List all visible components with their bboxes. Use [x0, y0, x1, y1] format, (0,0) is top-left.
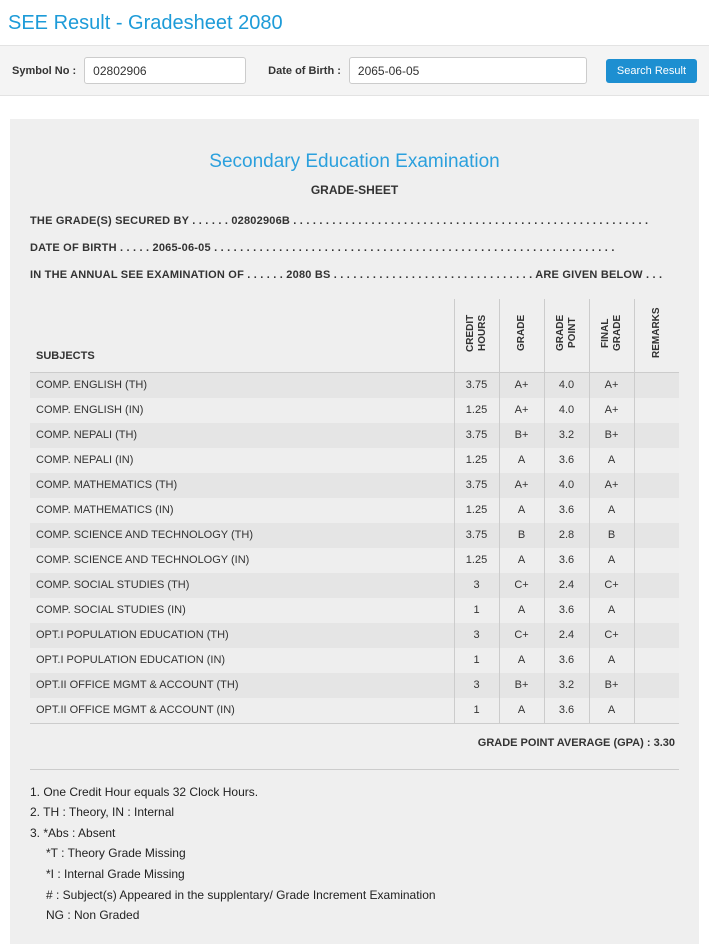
credit-hours-cell: 3.75: [454, 373, 499, 398]
grade-cell: A: [499, 448, 544, 473]
notes-list: [30, 782, 679, 926]
grade-point-cell: 3.2: [544, 423, 589, 448]
credit-hours-cell: 1.25: [454, 448, 499, 473]
grade-point-cell: 2.8: [544, 523, 589, 548]
subject-cell: COMP. SOCIAL STUDIES (IN): [36, 604, 186, 616]
subject-cell: OPT.I POPULATION EDUCATION (TH): [36, 629, 229, 641]
remarks-cell: [634, 498, 679, 523]
final-grade-cell: A+: [589, 473, 634, 498]
grade-cell: A+: [499, 473, 544, 498]
grade-cell: C+: [499, 573, 544, 598]
final-grade-cell: A: [589, 448, 634, 473]
grade-cell: B+: [499, 423, 544, 448]
grade-cell: A: [499, 548, 544, 573]
final-grade-cell: C+: [589, 623, 634, 648]
subject-cell: COMP. MATHEMATICS (TH): [36, 479, 178, 491]
grade-point-header: GRADE POINT: [544, 299, 589, 373]
grade-point-cell: 4.0: [544, 398, 589, 423]
credit-hours-cell: 1: [454, 698, 499, 723]
examination-year-line: IN THE ANNUAL SEE EXAMINATION OF . . . . . . 2080 BS . . . . . . . . . . . . . . . . . . . . . . . . . . . . . . . ARE GIVEN BELOW . . .: [30, 269, 663, 281]
grade-cell: A: [499, 698, 544, 723]
note-line: # : Subject(s) Appeared in the supplentary/ Grade Increment Examination: [46, 887, 436, 902]
note-line: NG : Non Graded: [46, 908, 140, 923]
symbol-no-label: Symbol No :: [12, 64, 77, 77]
remarks-cell: [634, 398, 679, 423]
final-grade-cell: A: [589, 698, 634, 723]
credit-hours-cell: 1.25: [454, 548, 499, 573]
credit-hours-cell: 3.75: [454, 473, 499, 498]
gpa-label: GRADE POINT AVERAGE (GPA) :: [477, 736, 651, 749]
table-row: [30, 498, 679, 523]
gradesheet-subtitle: GRADE-SHEET: [310, 183, 399, 197]
gradesheet-table-body: [30, 373, 679, 723]
grade-point-cell: 2.4: [544, 573, 589, 598]
note-line: *I : Internal Grade Missing: [46, 867, 185, 881]
grade-point-cell: 3.6: [544, 648, 589, 673]
secured-by-line: THE GRADE(S) SECURED BY . . . . . . 02802906B . . . . . . . . . . . . . . . . . . . . . . . . . . . . . . . . . . . . . . . . . . . . . . . . . . . . . . .: [30, 215, 649, 227]
table-row: [30, 648, 679, 673]
remarks-cell: [634, 473, 679, 498]
table-row: [30, 673, 679, 698]
grade-cell: C+: [499, 623, 544, 648]
subject-cell: OPT.I POPULATION EDUCATION (IN): [36, 654, 226, 666]
table-row: [30, 598, 679, 623]
grade-point-cell: 4.0: [544, 373, 589, 398]
table-row: [30, 448, 679, 473]
date-of-birth-label: Date of Birth :: [268, 64, 341, 77]
subject-cell: COMP. SCIENCE AND TECHNOLOGY (IN): [36, 554, 250, 566]
notes-divider: [30, 769, 679, 770]
final-grade-cell: C+: [589, 573, 634, 598]
gpa-row: [30, 723, 679, 761]
remarks-cell: [634, 623, 679, 648]
final-grade-cell: A: [589, 498, 634, 523]
subject-cell: COMP. MATHEMATICS (IN): [36, 504, 174, 516]
subjects-header: SUBJECTS: [30, 299, 454, 373]
credit-hours-cell: 1: [454, 648, 499, 673]
table-row: [30, 698, 679, 723]
final-grade-cell: A: [589, 648, 634, 673]
grade-point-cell: 4.0: [544, 473, 589, 498]
gpa-value: 3.30: [653, 736, 675, 749]
remarks-cell: [634, 573, 679, 598]
grade-point-cell: 3.2: [544, 673, 589, 698]
credit-hours-cell: 1.25: [454, 398, 499, 423]
subject-cell: OPT.II OFFICE MGMT & ACCOUNT (TH): [36, 679, 239, 691]
note-line: *T : Theory Grade Missing: [46, 846, 186, 861]
grade-point-cell: 2.4: [544, 623, 589, 648]
grade-cell: A: [499, 598, 544, 623]
grade-cell: A: [499, 648, 544, 673]
remarks-cell: [634, 598, 679, 623]
credit-hours-cell: 3.75: [454, 423, 499, 448]
final-grade-cell: A: [589, 548, 634, 573]
table-row: [30, 423, 679, 448]
note-line: 2. TH : Theory, IN : Internal: [30, 805, 175, 820]
credit-hours-cell: 1.25: [454, 498, 499, 523]
grade-point-cell: 3.6: [544, 698, 589, 723]
table-row: [30, 523, 679, 548]
exam-title: Secondary Education Examination: [209, 151, 500, 172]
final-grade-header: FINAL GRADE: [589, 299, 634, 373]
remarks-cell: [634, 698, 679, 723]
table-row: [30, 473, 679, 498]
symbol-no-input[interactable]: [84, 57, 246, 84]
table-row: [30, 573, 679, 598]
note-line: 3. *Abs : Absent: [30, 825, 116, 840]
grade-cell: A+: [499, 398, 544, 423]
subject-cell: COMP. ENGLISH (IN): [36, 404, 144, 416]
table-row: [30, 373, 679, 398]
remarks-cell: [634, 648, 679, 673]
final-grade-cell: A: [589, 598, 634, 623]
subject-cell: COMP. SCIENCE AND TECHNOLOGY (TH): [36, 529, 253, 541]
grade-cell: B+: [499, 673, 544, 698]
date-of-birth-input[interactable]: [349, 57, 587, 84]
date-of-birth-line: DATE OF BIRTH . . . . . 2065-06-05 . . . . . . . . . . . . . . . . . . . . . . . . . . . . . . . . . . . . . . . . . . . . . . . . . . . . . . . . . . . . . .: [30, 242, 615, 254]
search-result-button[interactable]: Search Result: [606, 59, 697, 83]
remarks-cell: [634, 673, 679, 698]
subject-cell: COMP. NEPALI (TH): [36, 429, 138, 441]
grade-point-cell: 3.6: [544, 448, 589, 473]
table-row: [30, 398, 679, 423]
page-title: SEE Result - Gradesheet 2080: [8, 12, 283, 34]
subject-cell: COMP. ENGLISH (TH): [36, 379, 148, 392]
grade-header: GRADE: [499, 299, 544, 373]
subject-cell: OPT.II OFFICE MGMT & ACCOUNT (IN): [36, 704, 235, 716]
credit-hours-cell: 3.75: [454, 523, 499, 548]
table-row: [30, 623, 679, 648]
final-grade-cell: A+: [589, 398, 634, 423]
final-grade-cell: B+: [589, 673, 634, 698]
credit-hours-cell: 3: [454, 573, 499, 598]
remarks-cell: [634, 423, 679, 448]
final-grade-cell: A+: [589, 373, 634, 398]
grade-point-cell: 3.6: [544, 548, 589, 573]
gradesheet-panel: [10, 119, 699, 944]
grade-point-cell: 3.6: [544, 498, 589, 523]
subject-cell: COMP. NEPALI (IN): [36, 454, 134, 466]
final-grade-cell: B: [589, 523, 634, 548]
remarks-header: REMARKS: [634, 299, 679, 373]
grade-cell: B: [499, 523, 544, 548]
grade-point-cell: 3.6: [544, 598, 589, 623]
credit-hours-cell: 3: [454, 623, 499, 648]
remarks-cell: [634, 548, 679, 573]
grade-cell: A: [499, 498, 544, 523]
credit-hours-cell: 3: [454, 673, 499, 698]
grade-cell: A+: [499, 373, 544, 398]
remarks-cell: [634, 448, 679, 473]
search-bar: [0, 45, 709, 96]
table-header-row: [30, 299, 679, 373]
subject-cell: COMP. SOCIAL STUDIES (TH): [36, 579, 190, 591]
remarks-cell: [634, 373, 679, 398]
credit-hours-header: CREDIT HOURS: [454, 299, 499, 373]
credit-hours-cell: 1: [454, 598, 499, 623]
note-line: 1. One Credit Hour equals 32 Clock Hours.: [30, 784, 259, 799]
grades-table: [30, 299, 679, 723]
remarks-cell: [634, 523, 679, 548]
table-row: [30, 548, 679, 573]
final-grade-cell: B+: [589, 423, 634, 448]
